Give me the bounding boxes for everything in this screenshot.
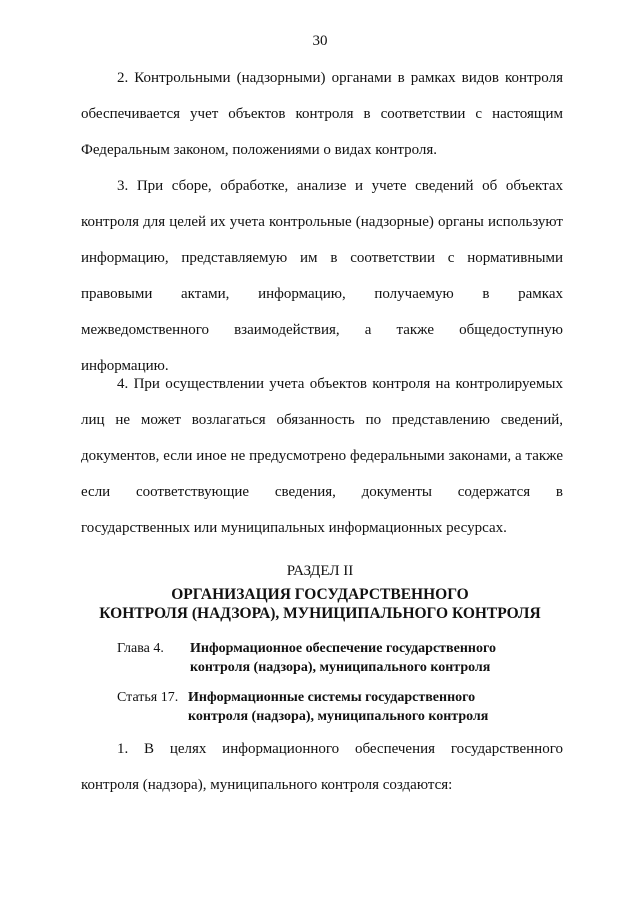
paragraph-4 <box>81 366 563 546</box>
article-title-line: контроля (надзора), муниципального контроля <box>188 709 489 724</box>
article-paragraph-1 <box>81 731 563 803</box>
article-title-line: Информационные системы государственного <box>188 690 476 705</box>
paragraph-text: 1. В целях информационного обеспечения государственного контроля (надзора), муниципального контроля создаются: <box>81 741 563 793</box>
paragraph-text: 4. При осуществлении учета объектов контроля на контролируемых лиц не может возлагаться обязанность по представлению сведений, документов, если иное не предусмотрено федеральными законами, а также если соответствующие сведения, документы содержатся в государственных или муниципальных информационных ресурсах. <box>81 376 563 536</box>
section-title-line: ОРГАНИЗАЦИЯ ГОСУДАРСТВЕННОГО <box>171 586 469 603</box>
paragraph-text: 3. При сборе, обработке, анализе и учете сведений об объектах контроля для целей их учета контрольные (надзорные) органы используют информацию, представляемую им в соответствии с нормативными правовыми актами, информацию, получаемую в рамках межведомственного взаимодействия, а также общедоступную информацию. <box>81 178 563 374</box>
section-label: РАЗДЕЛ II <box>286 563 354 579</box>
paragraph-text: 2. Контрольными (надзорными) органами в рамках видов контроля обеспечивается учет объектов контроля в соответствии с настоящим Федеральным законом, положениями о видах контроля. <box>81 70 563 158</box>
chapter-title-line: контроля (надзора), муниципального контроля <box>190 660 491 675</box>
paragraph-3 <box>81 168 563 384</box>
chapter-prefix: Глава 4. <box>117 641 164 656</box>
article-prefix: Статья 17. <box>117 690 179 705</box>
section-title <box>0 585 640 623</box>
article-title <box>188 688 488 726</box>
section-title-line: КОНТРОЛЯ (НАДЗОРА), МУНИЦИПАЛЬНОГО КОНТРОЛЯ <box>99 605 541 622</box>
page-number: 30 <box>312 33 328 49</box>
chapter-title-line: Информационное обеспечение государственного <box>190 641 496 656</box>
paragraph-2 <box>81 60 563 168</box>
chapter-title <box>190 639 496 677</box>
